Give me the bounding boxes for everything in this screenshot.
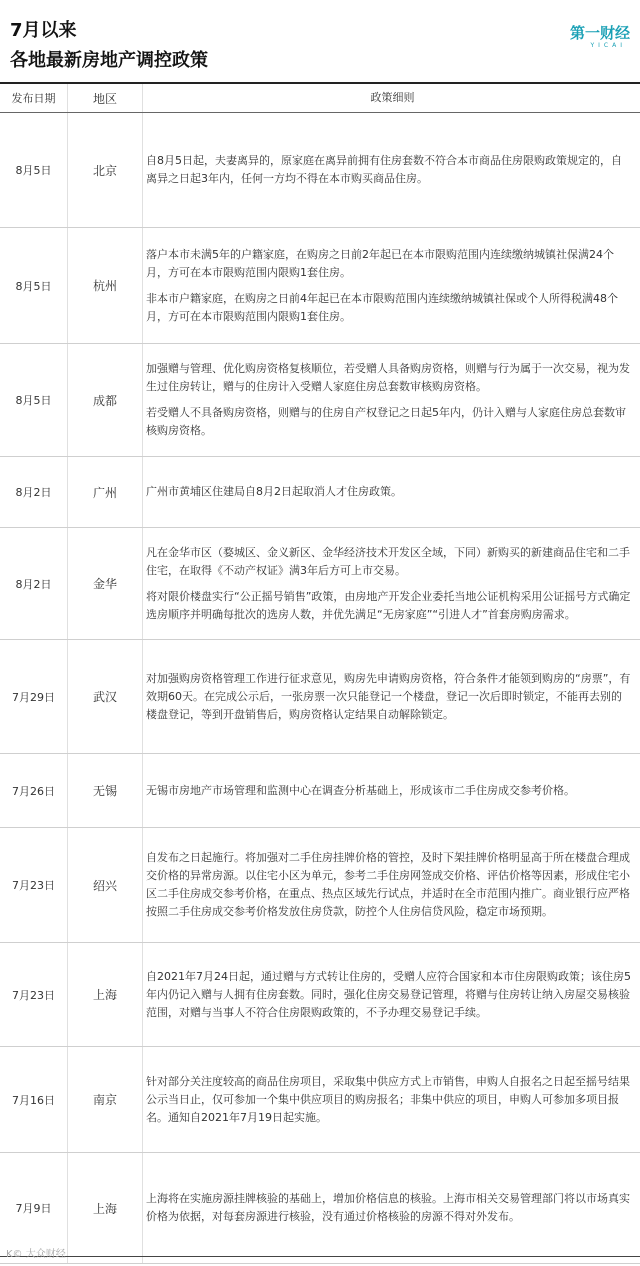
row-date: 7月23日: [0, 943, 68, 1047]
row-date: 7月16日: [0, 1047, 68, 1153]
table-row: [0, 457, 640, 528]
row-date: 7月23日: [0, 828, 68, 943]
row-date: 8月5日: [0, 113, 68, 228]
row-details: [143, 828, 640, 943]
yicai-logo-sub: YICAI: [590, 42, 626, 49]
watermark: K© 大众财经: [6, 1249, 66, 1260]
row-details: [143, 344, 640, 457]
table-row: [0, 640, 640, 754]
table-header-row: [0, 83, 640, 113]
footer-divider: [0, 1256, 640, 1257]
row-region: 上海: [68, 1153, 143, 1264]
policy-paragraph: 自8月5日起，夫妻离异的，原家庭在离异前拥有住房套数不符合本市商品住房限购政策规定的，自离异之日起3年内，任何一方均不得在本市购买商品住房。: [146, 154, 622, 185]
column-header-region: 地区: [68, 83, 143, 113]
row-region: 绍兴: [68, 828, 143, 943]
row-region: 广州: [68, 457, 143, 528]
policy-paragraph: 加强赠与管理、优化购房资格复核顺位，若受赠人具备购房资格，则赠与行为属于一次交易，视为发生过住房转让，赠与的住房计入受赠人家庭住房总套数审核购房资格。: [146, 362, 630, 393]
row-details: [143, 1153, 640, 1264]
page-title-line2: 各地最新房地产调控政策: [10, 50, 208, 71]
table-row: [0, 528, 640, 640]
page-title-line1: 7月以来: [10, 20, 77, 41]
policy-paragraph: 凡在金华市区（婺城区、金义新区、金华经济技术开发区全域，下同）新购买的新建商品住宅和二手住宅，在取得《不动产权证》满3年后方可上市交易。: [146, 545, 630, 577]
table-row: [0, 943, 640, 1047]
row-region: 成都: [68, 344, 143, 457]
row-details: [143, 640, 640, 754]
row-details: [143, 1047, 640, 1153]
column-header-date: 发布日期: [0, 83, 68, 113]
row-region: 北京: [68, 113, 143, 228]
policy-paragraph: 广州市黄埔区住建局自8月2日起取消人才住房政策。: [146, 485, 402, 498]
policy-paragraph: 自2021年7月24日起，通过赠与方式转让住房的，受赠人应符合国家和本市住房限购政策；该住房5年内仍记入赠与人拥有住房套数。同时，强化住房交易登记管理，将赠与住房转让纳入房屋交易核验范围，对赠与当事人不符合住房限购政策的，不予办理交易登记手续。: [146, 969, 631, 1019]
row-details: [143, 528, 640, 640]
row-details: [143, 113, 640, 228]
row-date: 7月9日: [0, 1153, 68, 1264]
row-date: 7月26日: [0, 754, 68, 828]
table-row: [0, 1153, 640, 1264]
policy-paragraph: 非本市户籍家庭，在购房之日前4年起已在本市限购范围内连续缴纳城镇社保或个人所得税满48个月，方可在本市限购范围内限购1套住房。: [146, 291, 618, 323]
row-region: 金华: [68, 528, 143, 640]
row-date: 7月29日: [0, 640, 68, 754]
column-header-details: 政策细则: [143, 83, 640, 113]
policy-paragraph: 自发布之日起施行。将加强对二手住房挂牌价格的管控，及时下架挂牌价格明显高于所在楼盘合理成交价格的异常房源。以住宅小区为单元，参考二手住房网签成交价格、评估价格等因素，形成住宅小区二手住房成交参考价格，在重点、热点区域先行试点，并适时在全市范围内推广。商业银行应严格按照二手住房成交参考价格发放住房贷款，防控个人住房信贷风险，稳定市场预期。: [146, 851, 630, 918]
policy-paragraph: 对加强购房资格管理工作进行征求意见，购房先申请购房资格，符合条件才能领到购房的“房票”，有效期60天。在完成公示后，一张房票一次只能登记一个楼盘，登记一次后即时锁定，不能再去别的楼盘登记，等到开盘销售后，购房资格认定结果自动解除锁定。: [146, 671, 631, 721]
policy-paragraph: 无锡市房地产市场管理和监测中心在调查分析基础上，形成该市二手住房成交参考价格。: [146, 783, 575, 797]
row-details: [143, 228, 640, 344]
policy-paragraph: 若受赠人不具备购房资格，则赠与的住房自产权登记之日起5年内，仍计入赠与人家庭住房总套数审核购房资格。: [146, 406, 626, 437]
table-row: [0, 754, 640, 828]
row-date: 8月2日: [0, 528, 68, 640]
row-details: [143, 943, 640, 1047]
policy-paragraph: 针对部分关注度较高的商品住房项目，采取集中供应方式上市销售，申购人自报名之日起至摇号结果公示当日止，仅可参加一个集中供应项目的购房报名；非集中供应的项目，申购人可参加多项目报名。通知自2021年7月19日起实施。: [146, 1074, 630, 1124]
policy-table: [0, 82, 640, 1264]
row-region: 杭州: [68, 228, 143, 344]
table-row: [0, 113, 640, 228]
row-date: 8月5日: [0, 344, 68, 457]
row-details: [143, 457, 640, 528]
table-row: [0, 828, 640, 943]
row-region: 武汉: [68, 640, 143, 754]
yicai-logo: 第一财经: [569, 24, 630, 42]
row-date: 8月5日: [0, 228, 68, 344]
table-row: [0, 1047, 640, 1153]
policy-paragraph: 上海将在实施房源挂牌核验的基础上，增加价格信息的核验。上海市相关交易管理部门将以市场真实价格为依据，对每套房源进行核验，没有通过价格核验的房源不得对外发布。: [146, 1192, 630, 1223]
table-row: [0, 228, 640, 344]
policy-table-wrap: [0, 82, 640, 1264]
row-region: 南京: [68, 1047, 143, 1153]
table-row: [0, 344, 640, 457]
row-region: 上海: [68, 943, 143, 1047]
row-region: 无锡: [68, 754, 143, 828]
page-header: [0, 0, 640, 80]
policy-paragraph: 落户本市未满5年的户籍家庭，在购房之日前2年起已在本市限购范围内连续缴纳城镇社保满24个月，方可在本市限购范围内限购1套住房。: [146, 247, 614, 279]
row-details: [143, 754, 640, 828]
row-date: 8月2日: [0, 457, 68, 528]
policy-paragraph: 将对限价楼盘实行“公正摇号销售”政策，由房地产开发企业委托当地公证机构采用公证摇号方式确定选房顺序并明确每批次的选房人数，并优先满足“无房家庭”“引进人才”首套房购房需求。: [146, 589, 631, 621]
